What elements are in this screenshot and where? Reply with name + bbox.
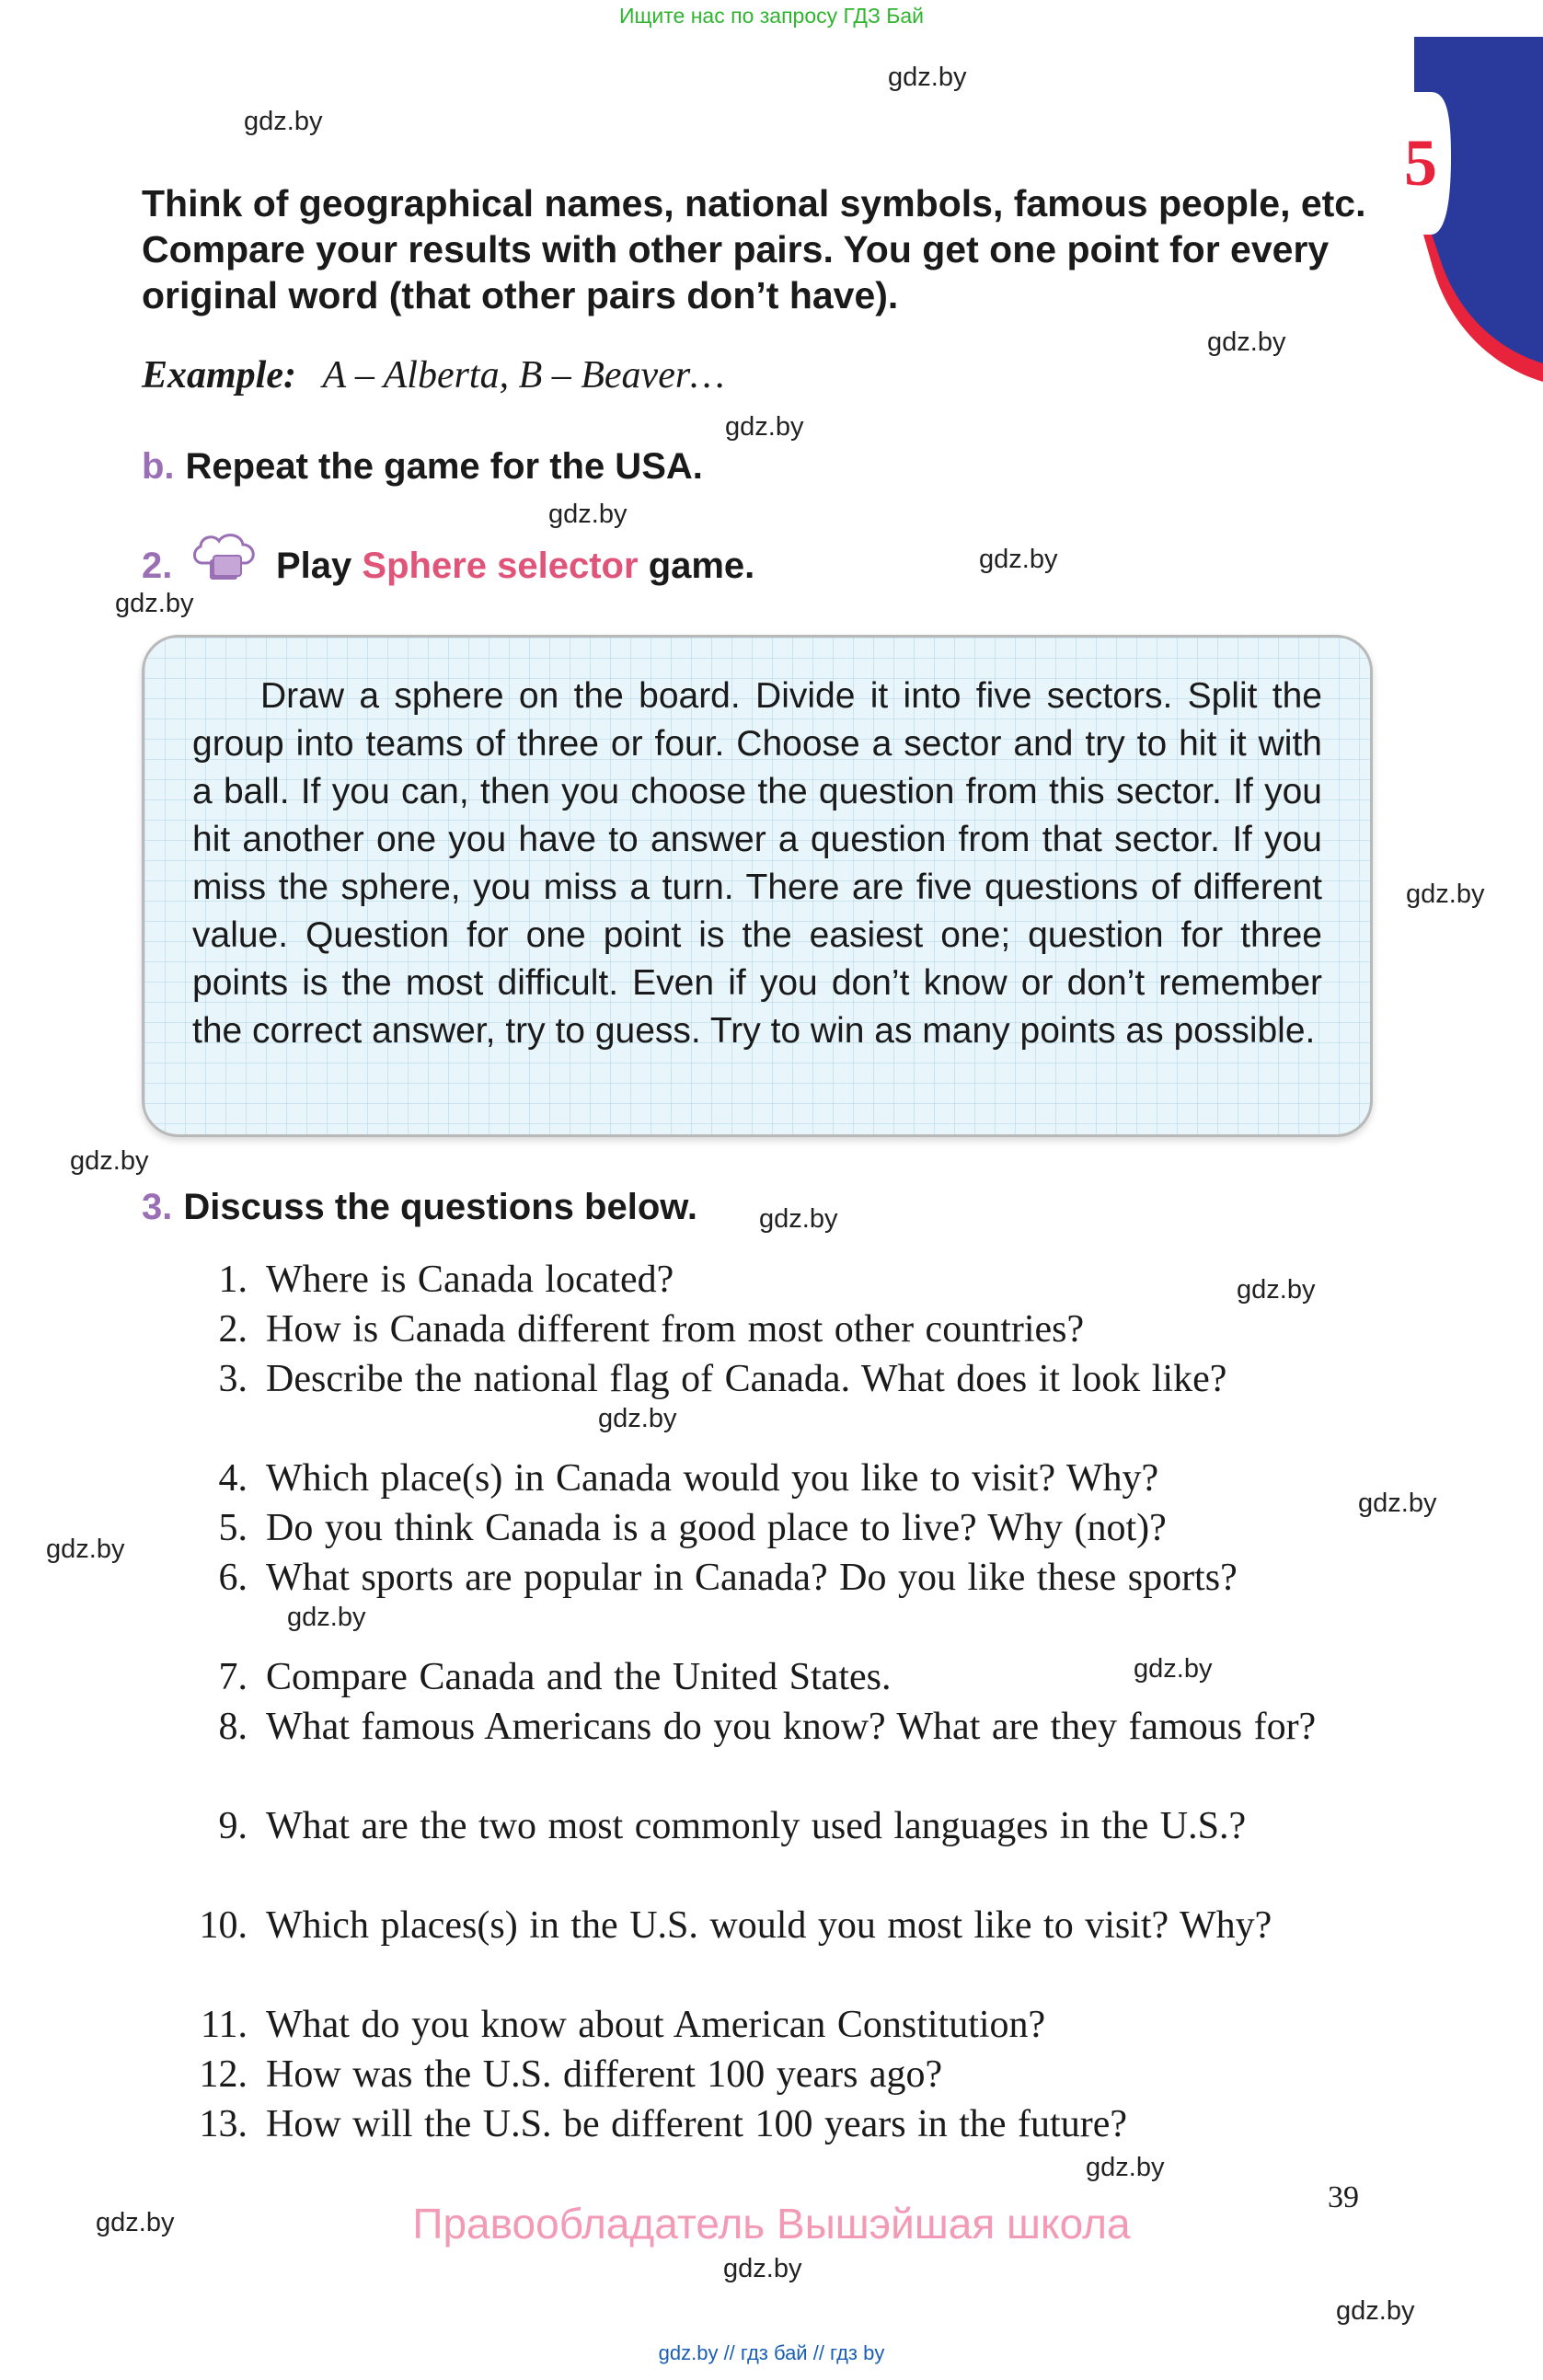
question-number: 11. <box>201 2004 248 2046</box>
example-label: Example: <box>142 354 296 397</box>
question-number: 12. <box>199 2053 248 2096</box>
question-text: What sports are popular in Canada? Do you like these sports? <box>266 1557 1238 1599</box>
watermark: gdz.by <box>115 589 194 618</box>
question-text: What famous Americans do you know? What are they famous for? <box>266 1706 1317 1748</box>
question-item <box>142 2099 1370 2149</box>
question-number: 10. <box>199 1904 248 1947</box>
question-item <box>142 1702 1370 1752</box>
question-number: 4. <box>218 1457 248 1500</box>
exercise2-number: 2. <box>142 546 173 586</box>
watermark: gdz.by <box>96 2208 175 2237</box>
question-item <box>142 1801 1370 1851</box>
watermark: gdz.by <box>1358 1489 1437 1518</box>
question-text: How was the U.S. different 100 years ago? <box>266 2053 943 2096</box>
question-number: 3. <box>218 1358 248 1400</box>
exercise1b-number: b. <box>142 446 175 487</box>
question-item <box>142 1454 1370 1503</box>
exercise2-title <box>276 546 754 587</box>
question-item <box>142 1503 1370 1553</box>
bottom-links: gdz.by // гдз бай // гдз by <box>658 2341 885 2364</box>
question-number: 9. <box>218 1805 248 1847</box>
exercise3-header <box>142 1187 697 1228</box>
watermark: gdz.by <box>244 107 323 136</box>
question-number: 13. <box>199 2103 248 2145</box>
exercise1-example <box>142 353 725 397</box>
watermark: gdz.by <box>70 1146 149 1176</box>
watermark: gdz.by <box>759 1204 838 1234</box>
exercise1-instruction: Think of geographical names, national symbols, famous people, etc. Compare your results with other pairs. You get one point for every original word (that other pairs don’t have). <box>142 182 1366 316</box>
watermark: gdz.by <box>1336 2296 1415 2326</box>
watermark: gdz.by <box>548 500 628 529</box>
question-text: Which place(s) in Canada would you like to visit? Why? <box>266 1457 1159 1500</box>
watermark: gdz.by <box>46 1535 125 1564</box>
exercise2-header <box>142 546 183 587</box>
exercise2-play: Play <box>276 546 352 586</box>
question-text: Which places(s) in the U.S. would you most like to visit? Why? <box>266 1904 1272 1947</box>
question-item <box>142 2000 1370 2050</box>
question-number: 6. <box>218 1557 248 1599</box>
question-item <box>142 1901 1370 1950</box>
question-text: Describe the national flag of Canada. What does it look like? <box>266 1358 1227 1400</box>
cloud-group-icon <box>190 532 259 587</box>
question-number: 2. <box>218 1308 248 1351</box>
question-text: How is Canada different from most other countries? <box>266 1308 1085 1351</box>
copyright-footer: Правообладатель Вышэйшая школа <box>412 2200 1131 2248</box>
question-number: 1. <box>218 1259 248 1301</box>
watermark: gdz.by <box>287 1603 366 1632</box>
watermark: gdz.by <box>723 2254 802 2283</box>
watermark: gdz.by <box>888 63 967 92</box>
question-number: 5. <box>218 1507 248 1549</box>
game-rules-box <box>142 635 1373 1137</box>
exercise2-game-word: game. <box>648 546 755 586</box>
watermark: gdz.by <box>1237 1275 1316 1305</box>
exercise2-game-name: Sphere selector <box>362 546 639 586</box>
watermark: gdz.by <box>598 1404 677 1433</box>
watermark: gdz.by <box>1207 328 1286 357</box>
question-item <box>142 1305 1370 1354</box>
example-text: A – Alberta, B – Beaver… <box>322 354 725 397</box>
exercise3-title: Discuss the questions below. <box>183 1187 697 1227</box>
watermark: gdz.by <box>1406 880 1485 909</box>
watermark: gdz.by <box>979 545 1058 574</box>
question-number: 8. <box>218 1706 248 1748</box>
question-text: Do you think Canada is a good place to live? Why (not)? <box>266 1507 1167 1549</box>
page-number: 39 <box>1328 2180 1359 2214</box>
top-search-note: Ищите нас по запросу ГДЗ Бай <box>618 4 925 28</box>
question-text: What are the two most commonly used languages in the U.S.? <box>266 1805 1247 1847</box>
question-item <box>142 1553 1370 1603</box>
question-text: How will the U.S. be different 100 years in the future? <box>266 2103 1127 2145</box>
watermark: gdz.by <box>1086 2153 1165 2182</box>
question-text: Where is Canada located? <box>266 1259 674 1301</box>
chapter-number: 5 <box>1404 126 1437 200</box>
question-item <box>142 1652 1370 1702</box>
chapter-tab <box>1414 37 1543 382</box>
question-number: 7. <box>218 1656 248 1698</box>
question-item <box>142 1255 1370 1305</box>
question-text: Compare Canada and the United States. <box>266 1656 892 1698</box>
game-rules-text: Draw a sphere on the board. Divide it into five sectors. Split the group into teams of three or four. Choose a sector and try to hit it with a ball. If you can, then you choose the question from this sector. If you hit another one you have to answer a question from that sector. If you miss the sphere, you miss a turn. There are five questions of different value. Question for one point is the easiest one; question for three points is the most difficult. Even if you don’t know or don’t remember the correct answer, try to guess. Try to win as many points as possible. <box>192 676 1322 1051</box>
watermark: gdz.by <box>1134 1654 1213 1684</box>
question-item <box>142 2050 1370 2099</box>
watermark: gdz.by <box>725 412 804 442</box>
question-text: What do you know about American Constitution? <box>266 2004 1046 2046</box>
question-item <box>142 1354 1370 1404</box>
exercise1b-text: Repeat the game for the USA. <box>185 446 703 487</box>
exercise3-number: 3. <box>142 1187 173 1227</box>
exercise1b <box>142 446 703 488</box>
